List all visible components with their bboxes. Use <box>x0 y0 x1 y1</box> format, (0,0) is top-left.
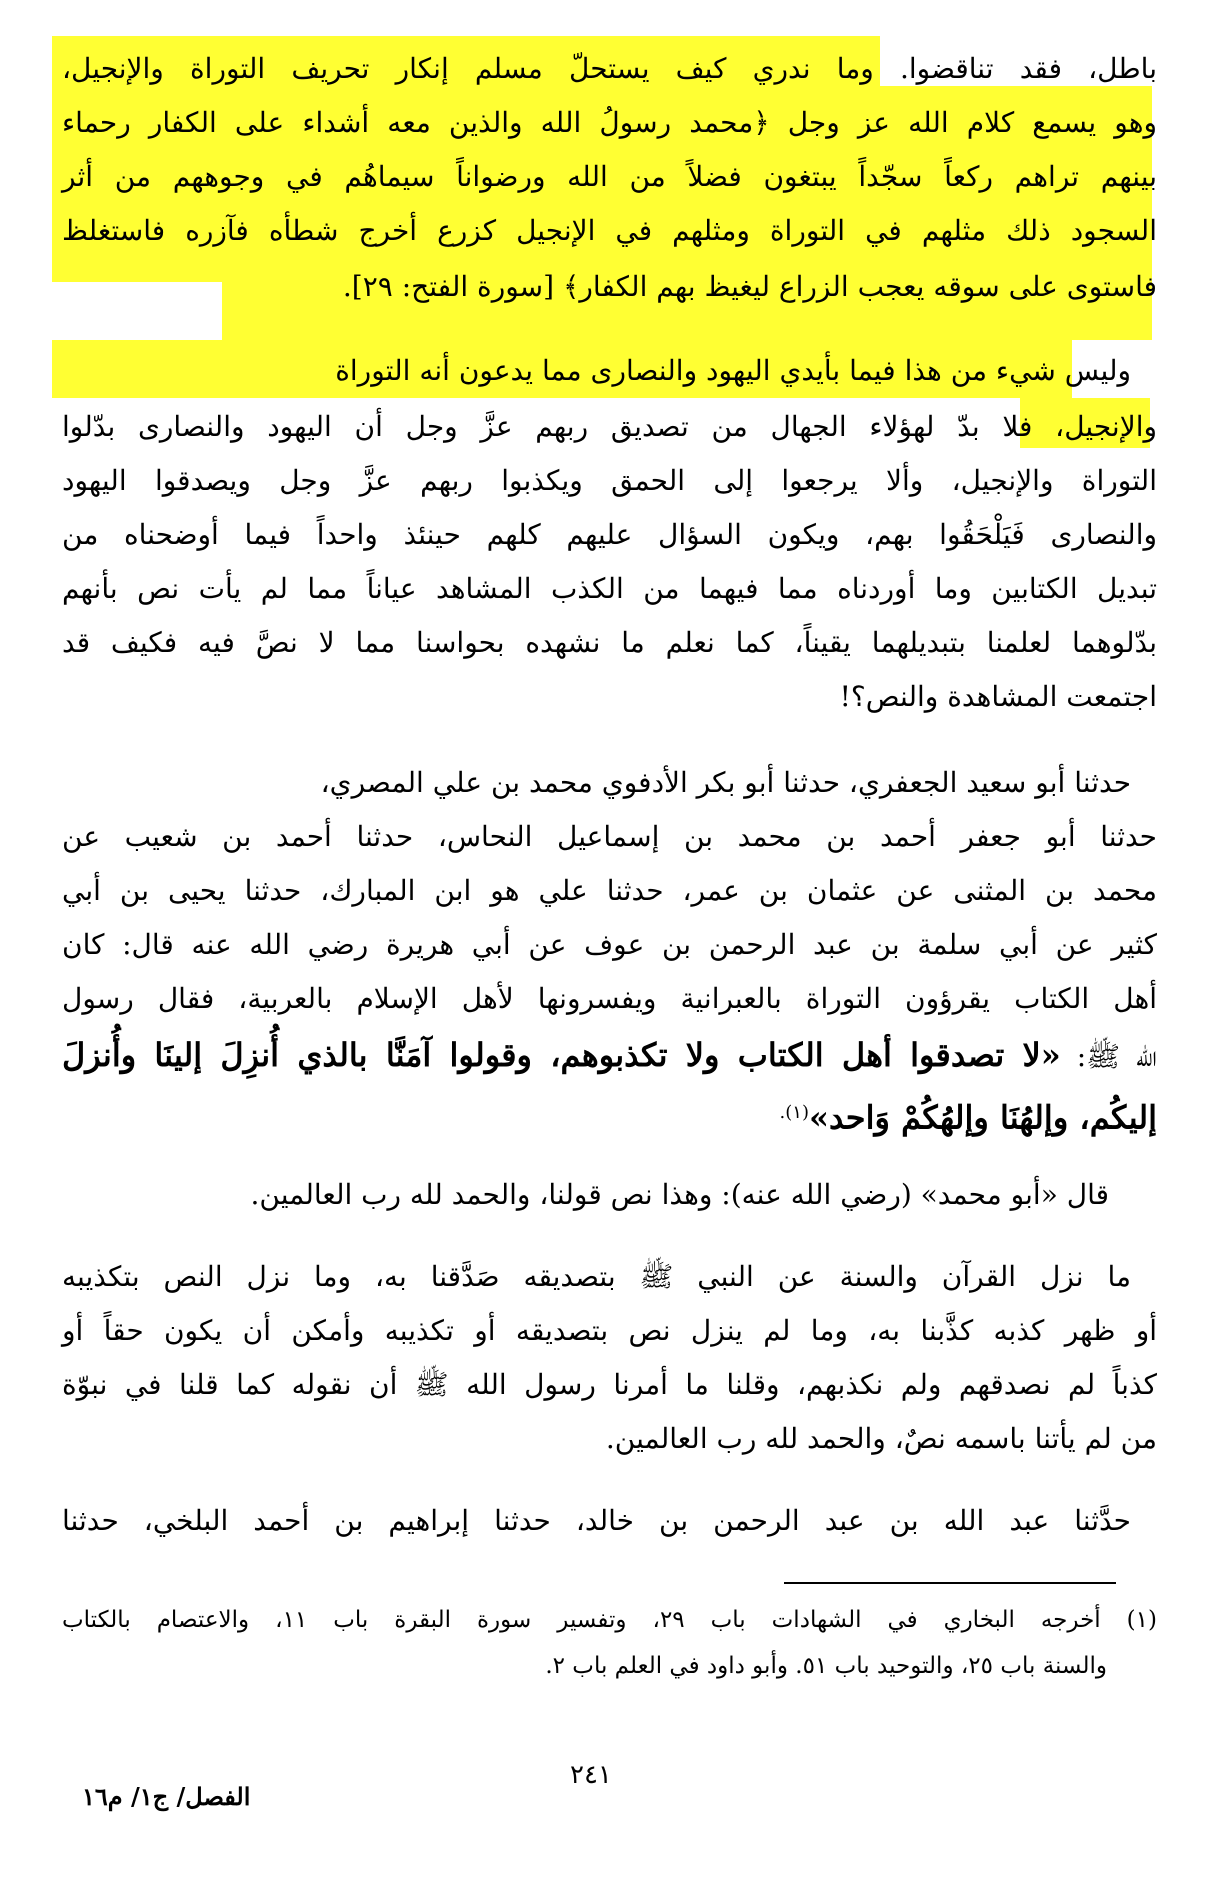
paragraph3-line: محمد بن المثنى عن عثمان بن عمر، حدثنا علي هو ابن المبارك، حدثنا يحيى بن أبي <box>62 874 1157 907</box>
footnote-line: والسنة باب ٢٥، والتوحيد باب ٥١. وأبو داود في العلم باب ٢. <box>545 1653 1107 1679</box>
hadith-quote: «لا تصدقوا أهل الكتاب ولا تكذبوهم، وقولوا آمَنَّا بالذي أُنزِلَ إلينَا وأُنزلَ <box>62 1036 1061 1074</box>
paragraph3-line: حدثنا أبو سعيد الجعفري، حدثنا أبو بكر الأدفوي محمد بن علي المصري، <box>320 766 1131 799</box>
page-number: ٢٤١ <box>570 1760 612 1790</box>
paragraph3-line: أهل الكتاب يقرؤون التوراة بالعبرانية ويفسرونها لأهل الإسلام بالعربية، فقال رسول <box>62 982 1157 1015</box>
paragraph2-line: اجتمعت المشاهدة والنص؟! <box>839 680 1157 713</box>
paragraph1-line: السجود ذلك مثلهم في التوراة ومثلهم في الإنجيل كزرع أخرج شطأه فآزره فاستغلظ <box>62 214 1157 247</box>
paragraph2-line: تبديل الكتابين وما أوردناه مما فيهما من الكذب المشاهد عياناً مما لم يأت نص بأنهم <box>62 572 1157 605</box>
hadith-prefix: الله ﷺ: <box>1060 1040 1158 1073</box>
footnote-marker: (١). <box>779 1102 809 1123</box>
paragraph5-line: من لم يأتنا باسمه نصٌ، والحمد لله رب العالمين. <box>605 1422 1157 1455</box>
paragraph4-line: قال «أبو محمد» (رضي الله عنه): وهذا نص قولنا، والحمد لله رب العالمين. <box>250 1178 1109 1211</box>
printer-signature: الفصل/ ج١/ م١٦ <box>82 1782 251 1811</box>
paragraph5-line: كذباً لم نصدقهم ولم نكذبهم، وقلنا ما أمرنا رسول الله ﷺ أن نقوله كما قلنا في نبوّة <box>62 1368 1157 1401</box>
paragraph3-line-hadith <box>62 1030 1157 1080</box>
paragraph3-line: حدثنا أبو جعفر أحمد بن محمد بن إسماعيل النحاس، حدثنا أحمد بن شعيب عن <box>62 820 1157 853</box>
paragraph2-line: والإنجيل، فلا بدّ لهؤلاء الجهال من تصديق ربهم عزَّ وجل أن اليهود والنصارى بدّلوا <box>62 410 1157 443</box>
paragraph1-line: باطل، فقد تناقضوا. وما ندري كيف يستحلّ مسلم إنكار تحريف التوراة والإنجيل، <box>62 52 1157 85</box>
paragraph5-line: أو ظهر كذبه كذَّبنا به، وما لم ينزل نص بتصديقه أو تكذيبه وأمكن أن يكون حقاً أو <box>62 1314 1157 1347</box>
paragraph2-line: بدّلوهما لعلمنا بتبديلهما يقيناً، كما نعلم ما نشهده بحواسنا مما لا نصَّ فيه فكيف قد <box>62 626 1157 659</box>
paragraph2-line: التوراة والإنجيل، وألا يرجعوا إلى الحمق ويكذبوا ربهم عزَّ وجل ويصدقوا اليهود <box>62 464 1157 497</box>
paragraph1-line: بينهم تراهم ركعاً سجّداً يبتغون فضلاً من الله ورضواناً سيماهُم في وجوههم من أثر <box>62 160 1157 193</box>
hadith-quote-end: إليكُم، وإلهُنَا وإلهُكُمْ وَاحد» <box>809 1098 1157 1137</box>
paragraph2-line: وليس شيء من هذا فيما بأيدي اليهود والنصارى مما يدعون أنه التوراة <box>335 354 1131 387</box>
footnote-line: (١) أخرجه البخاري في الشهادات باب ٢٩، وتفسير سورة البقرة باب ١١، والاعتصام بالكتاب <box>62 1607 1157 1633</box>
paragraph3-line: كثير عن أبي سلمة بن عبد الرحمن بن عوف عن أبي هريرة رضي الله عنه قال: كان <box>62 928 1157 961</box>
paragraph1-line: وهو يسمع كلام الله عز وجل ﴿محمد رسولُ الله والذين معه أشداء على الكفار رحماء <box>62 106 1157 139</box>
paragraph1-line: فاستوى على سوقه يعجب الزراع ليغيظ بهم الكفار﴾ [سورة الفتح: ٢٩]. <box>342 270 1157 303</box>
paragraph2-line: والنصارى فَيَلْحَقُوا بهم، ويكون السؤال عليهم كلهم حينئذ واحداً فيما أوضحناه من <box>62 518 1157 551</box>
paragraph5-line: ما نزل القرآن والسنة عن النبي ﷺ بتصديقه صَدَّقنا به، وما نزل النص بتكذيبه <box>62 1260 1131 1293</box>
footnote-separator <box>784 1582 1116 1584</box>
paragraph6-line: حدَّثنا عبد الله بن عبد الرحمن بن خالد، حدثنا إبراهيم بن أحمد البلخي، حدثنا <box>62 1504 1131 1537</box>
paragraph3-line-hadith-end <box>780 1088 1157 1138</box>
